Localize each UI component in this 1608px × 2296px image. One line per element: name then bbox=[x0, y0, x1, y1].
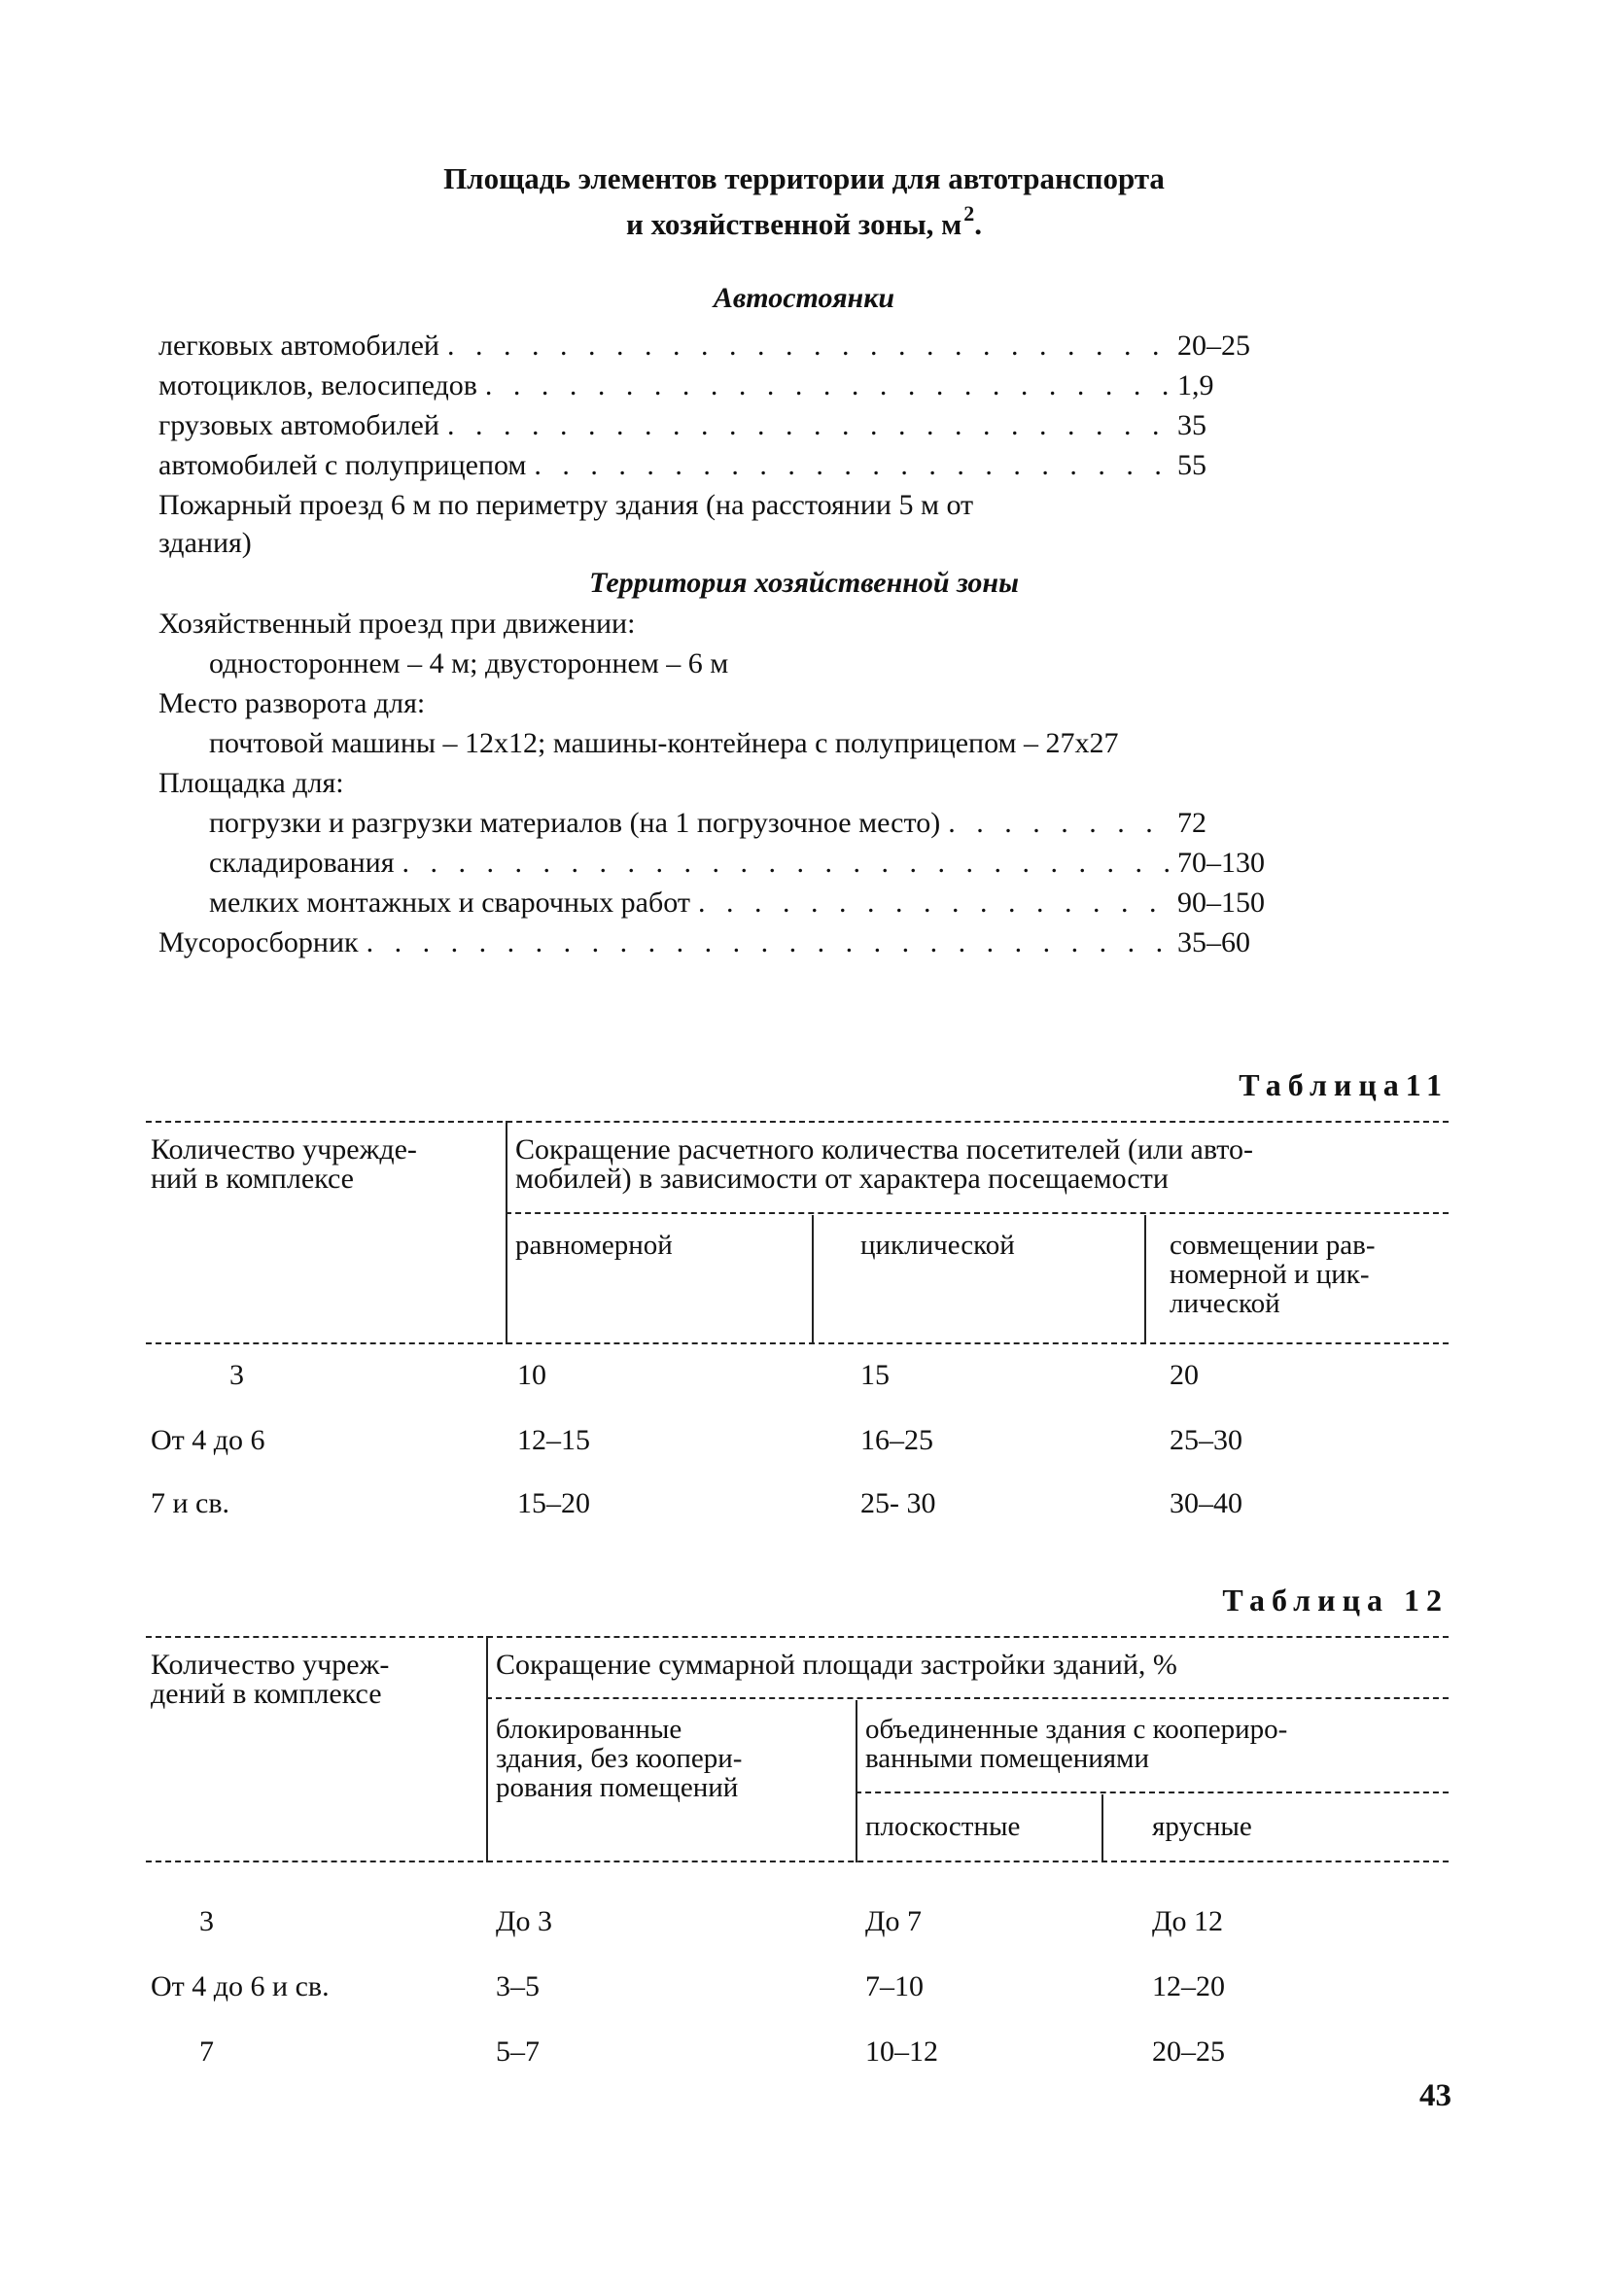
parking-item: мотоциклов, велосипедов . . . 1,9 bbox=[158, 368, 1286, 403]
table12-cell: 5–7 bbox=[496, 2035, 540, 2068]
table12-sub-divider bbox=[856, 1700, 857, 1862]
table11-cell: 7 и св. bbox=[151, 1487, 230, 1519]
table12-cell: До 12 bbox=[1152, 1905, 1223, 1937]
platform-item: складирования . . . 70–130 bbox=[209, 846, 1286, 881]
table12-sub-header: ярусные bbox=[1152, 1811, 1252, 1842]
table11-cell: 15 bbox=[860, 1359, 890, 1391]
table11-sub-header: циклической bbox=[860, 1230, 1015, 1261]
platform-label: Площадка для: bbox=[158, 767, 344, 799]
table12-sub-rule bbox=[486, 1697, 1449, 1699]
table11-sub-header: равномерной bbox=[515, 1230, 673, 1261]
drive-label: Хозяйственный проезд при движении: bbox=[158, 608, 636, 640]
page-number: 43 bbox=[1419, 2078, 1451, 2113]
table11-label: Таблица11 bbox=[1239, 1067, 1449, 1102]
table11-cell: 16–25 bbox=[860, 1424, 933, 1456]
table12-header-bottom-rule bbox=[146, 1861, 1449, 1862]
parking-item: автомобилей с полуприцепом . . . 55 bbox=[158, 448, 1286, 483]
table12-cell: 3–5 bbox=[496, 1970, 540, 2002]
title-superscript: 2 bbox=[963, 201, 975, 226]
table11-sub-rule bbox=[506, 1212, 1449, 1214]
table11-cell: 12–15 bbox=[517, 1424, 590, 1456]
table11-sub-divider bbox=[812, 1215, 814, 1343]
table11-cell: 25–30 bbox=[1170, 1424, 1242, 1456]
page-title bbox=[0, 161, 1608, 242]
table11-col1-header: Количество учрежде- ний в комплексе bbox=[151, 1133, 417, 1195]
table12-col1-header: Количество учреж- дений в комплексе bbox=[151, 1649, 390, 1710]
table11-cell: 30–40 bbox=[1170, 1487, 1242, 1519]
parking-item: легковых автомобилей . . . 20–25 bbox=[158, 329, 1286, 364]
table12-cell: 12–20 bbox=[1152, 1970, 1225, 2002]
fire-lane-line-2: здания) bbox=[158, 527, 252, 559]
parking-heading: Автостоянки bbox=[713, 282, 895, 314]
table12-sub-header: объединенные здания с коопериро- ванными помещениями bbox=[865, 1714, 1288, 1774]
table12-cell: От 4 до 6 и св. bbox=[151, 1970, 330, 2002]
table11-sub-divider bbox=[1144, 1215, 1146, 1343]
table12-col-divider bbox=[486, 1636, 488, 1862]
table12-cell: До 7 bbox=[865, 1905, 922, 1937]
table12-cell: 7 bbox=[199, 2035, 214, 2068]
title-line-2: и хозяйственной зоны, $м^2$. bbox=[625, 201, 983, 241]
table12-cell: 7–10 bbox=[865, 1970, 924, 2002]
table12-label: Таблица 12 bbox=[1222, 1583, 1449, 1618]
table11-header-bottom-rule bbox=[146, 1342, 1449, 1344]
drive-values: одностороннем – 4 м; двустороннем – 6 м bbox=[209, 647, 729, 679]
table11-cell: 10 bbox=[517, 1359, 546, 1391]
table11-group-header: Сокращение расчетного количества посетителей (или авто- мобилей) в зависимости от характера посещаемости bbox=[515, 1133, 1253, 1195]
platform-item: мелких монтажных и сварочных работ . . . 90–150 bbox=[209, 886, 1286, 921]
table11-cell: 3 bbox=[229, 1359, 244, 1391]
turn-values: почтовой машины – 12х12; машины-контейнера с полуприцепом – 27х27 bbox=[209, 727, 1119, 759]
table12-cell: До 3 bbox=[496, 1905, 552, 1937]
platform-item: погрузки и разгрузки материалов (на 1 погрузочное место) . . . 72 bbox=[209, 806, 1286, 841]
table12-subsub-divider bbox=[1101, 1794, 1103, 1862]
table12-sub-header: блокированные здания, без коопери- рования помещений bbox=[496, 1714, 743, 1803]
table11-sub-header: совмещении рав- номерной и цик- лической bbox=[1170, 1230, 1376, 1319]
table11-col-divider bbox=[506, 1121, 507, 1344]
turn-label: Место разворота для: bbox=[158, 687, 426, 719]
parking-item: грузовых автомобилей . . . 35 bbox=[158, 408, 1286, 443]
table11-top-rule bbox=[146, 1121, 1449, 1123]
table12-cell: 10–12 bbox=[865, 2035, 938, 2068]
table11-cell: 15–20 bbox=[517, 1487, 590, 1519]
table11-cell: 20 bbox=[1170, 1359, 1199, 1391]
table12-cell: 3 bbox=[199, 1905, 214, 1937]
table11-cell: От 4 до 6 bbox=[151, 1424, 265, 1456]
table12-group-header: Сокращение суммарной площади застройки зданий, % bbox=[496, 1649, 1177, 1681]
garbage-item: Мусоросборник . . . 35–60 bbox=[158, 925, 1286, 960]
fire-lane-line-1: Пожарный проезд 6 м по периметру здания (на расстоянии 5 м от bbox=[158, 489, 974, 521]
title-line-1: Площадь элементов территории для автотранспорта bbox=[443, 161, 1165, 195]
table11-cell: 25- 30 bbox=[860, 1487, 936, 1519]
table12-cell: 20–25 bbox=[1152, 2035, 1225, 2068]
household-heading: Территория хозяйственной зоны bbox=[589, 567, 1019, 599]
table12-top-rule bbox=[146, 1636, 1449, 1638]
table12-sub-header: плоскостные bbox=[865, 1811, 1021, 1842]
table12-subsub-rule bbox=[856, 1792, 1449, 1793]
